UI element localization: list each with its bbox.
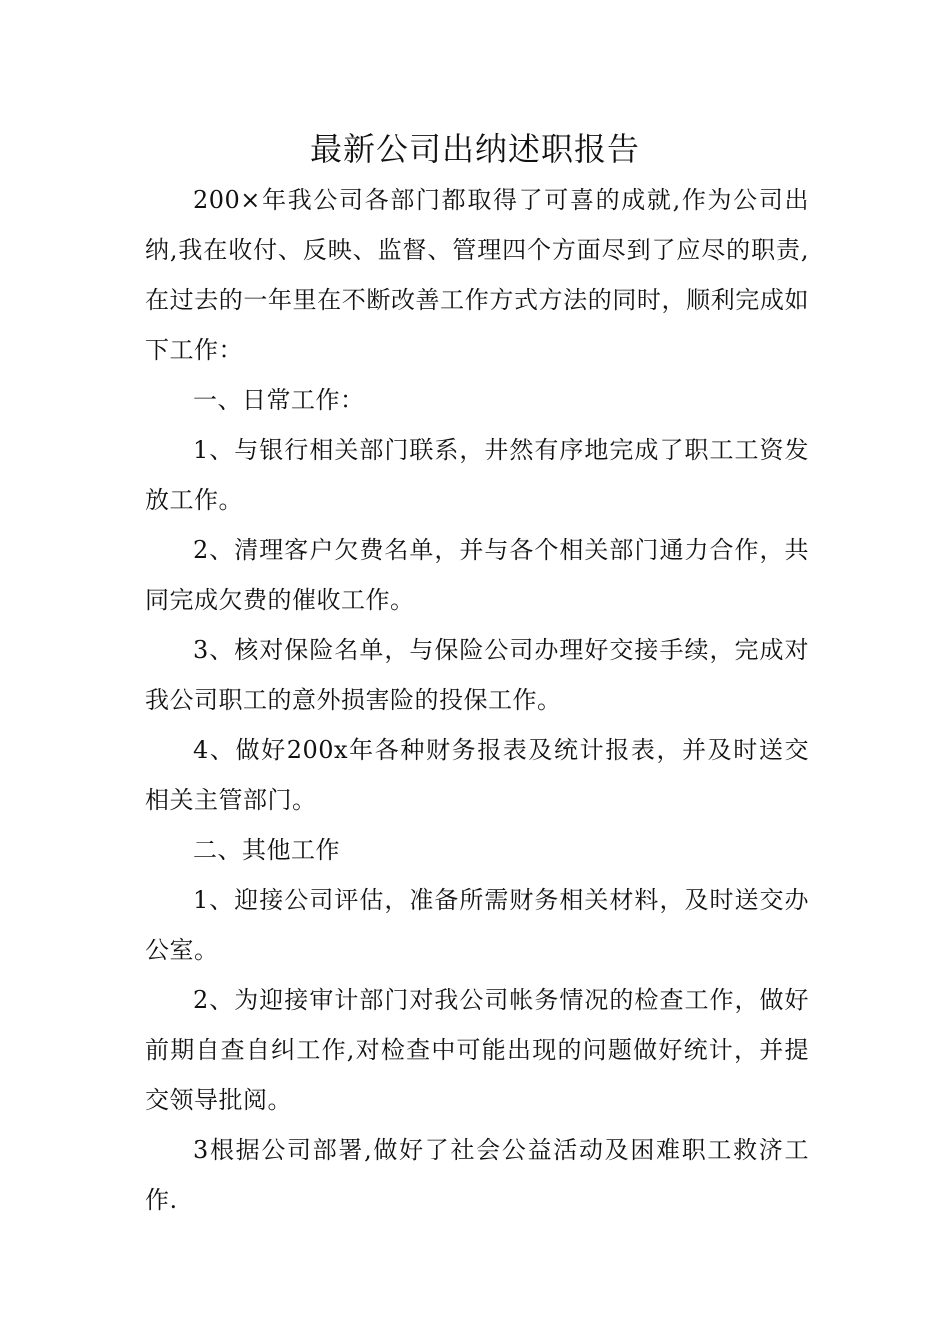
other-work-item-1: 1、迎接公司评估，准备所需财务相关材料，及时送交办公室。: [145, 886, 809, 964]
daily-work-item-3: 3、核对保险名单，与保险公司办理好交接手续，完成对我公司职工的意外损害险的投保工作。: [145, 636, 809, 714]
document-body: [145, 175, 809, 1225]
intro-paragraph: 200×年我公司各部门都取得了可喜的成就,作为公司出纳,我在收付、反映、监督、管理四个方面尽到了应尽的职责,在过去的一年里在不断改善工作方式方法的同时，顺利完成如下工作：: [145, 186, 809, 364]
daily-work-item-4: 4、做好200x年各种财务报表及统计报表，并及时送交相关主管部门。: [145, 736, 809, 814]
document-title: 最新公司出纳述职报告: [309, 130, 640, 168]
other-work-item-2: 2、为迎接审计部门对我公司帐务情况的检查工作，做好前期自查自纠工作,对检查中可能出现的问题做好统计，并提交领导批阅。: [145, 986, 809, 1114]
section-heading-other-work: 二、其他工作: [193, 836, 340, 864]
daily-work-item-1: 1、与银行相关部门联系，井然有序地完成了职工工资发放工作。: [145, 436, 809, 514]
other-work-item-3: 3根据公司部署,做好了社会公益活动及困难职工救济工作.: [145, 1136, 809, 1214]
daily-work-item-2: 2、清理客户欠费名单，并与各个相关部门通力合作，共同完成欠费的催收工作。: [145, 536, 809, 614]
section-heading-daily-work: 一、日常工作：: [193, 386, 365, 414]
